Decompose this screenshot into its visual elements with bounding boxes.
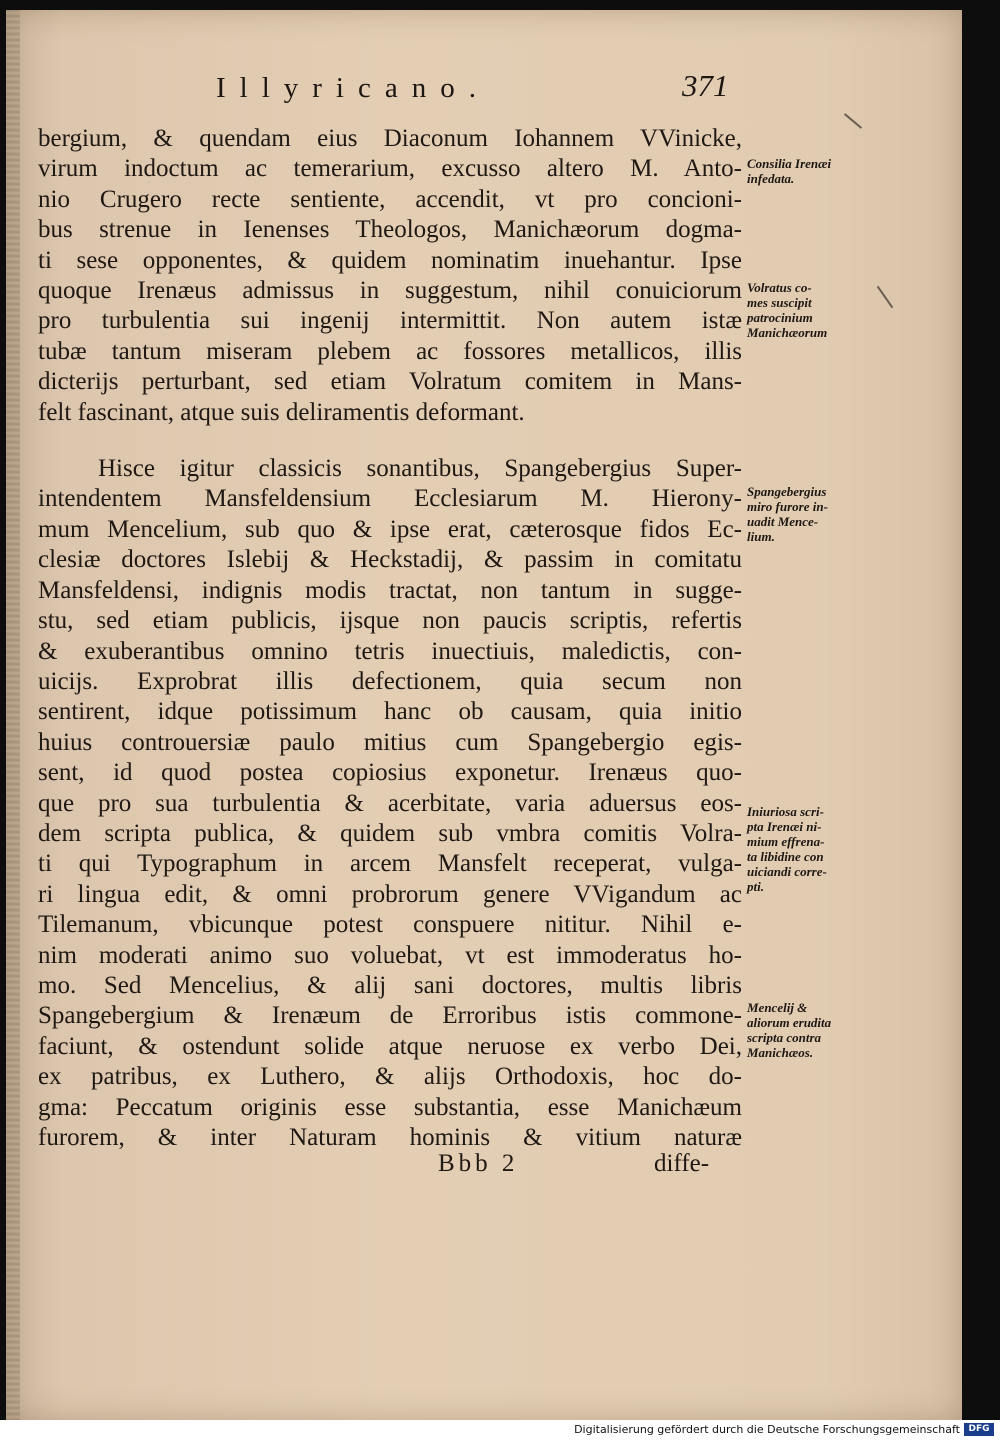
text-line: mo. Sed Mencelius, & alij sani doctores, multis libris <box>38 971 742 999</box>
text-line: Mansfeldensi, indignis modis tractat, non tantum in sugge- <box>38 576 742 604</box>
text-line: uicijs. Exprobrat illis defectionem, quia secum non <box>38 667 742 695</box>
marginal-note-line: lium. <box>747 529 775 544</box>
footer-bar <box>0 1420 1000 1440</box>
marginal-note-line: infedata. <box>747 171 795 186</box>
page-edge <box>6 10 20 1420</box>
marginal-note-line: pti. <box>747 879 764 894</box>
marginal-note-line: Consilia Irenæi <box>747 156 832 171</box>
text-line: Tilemanum, vbicunque potest conspuere nititur. Nihil e- <box>38 911 742 939</box>
text-line: nio Crugero recte sentiente, accendit, vt pro concioni- <box>38 185 742 213</box>
text-line: & exuberantibus omnino tetris inuectiuis, maledictis, con- <box>38 637 742 665</box>
text-line: stu, sed etiam publicis, ijsque non paucis scriptis, refertis <box>38 607 742 635</box>
marginal-note-line: uiciandi corre- <box>747 864 827 879</box>
text-line: ex patribus, ex Luthero, & alijs Orthodoxis, hoc do- <box>38 1063 742 1091</box>
text-line: nim moderati animo suo voluebat, vt est immoderatus ho- <box>38 941 742 969</box>
text-line: tubæ tantum miseram plebem ac fossores metallicos, illis <box>38 337 742 365</box>
text-line: Hisce igitur classicis sonantibus, Spangebergius Super- <box>98 455 742 483</box>
marginal-note-line: uadit Mence- <box>747 514 819 529</box>
marginal-note-line: Iniuriosa scri- <box>747 804 824 819</box>
text-line: ri lingua edit, & omni probrorum genere VVigandum ac <box>38 880 742 908</box>
text-line: gma: Peccatum originis esse substantia, esse Manichæum <box>38 1093 742 1121</box>
text-line: clesiæ doctores Islebij & Heckstadij, & passim in comitatu <box>38 546 742 574</box>
marginal-note-line: patrocinium <box>747 310 813 325</box>
marginal-note-line: Mencelij & <box>747 1000 808 1015</box>
marginal-note-line: Manichæorum <box>747 325 828 340</box>
marginal-note-line: Volratus co- <box>747 280 812 295</box>
marginal-note-line: pta Irenæi ni- <box>747 819 822 834</box>
text-line: dem scripta publica, & quidem sub vmbra comitis Volra- <box>38 819 742 847</box>
text-line: pro turbulentia sui ingenij intermittit. Non autem istæ <box>38 307 742 335</box>
text-line: bus strenue in Ienenses Theologos, Manichæorum dogma- <box>38 216 742 244</box>
funding-credit: Digitalisierung gefördert durch die Deutsche Forschungsgemeinschaft <box>574 1423 960 1436</box>
marginal-note-line: mium effrena- <box>747 834 825 849</box>
text-line: mum Mencelium, sub quo & ipse erat, cæterosque fidos Ec- <box>38 515 742 543</box>
marginal-note-line: miro furore in- <box>747 499 828 514</box>
text-line: virum indoctum ac temerarium, excusso altero M. Anto- <box>38 155 742 183</box>
text-line: faciunt, & ostendunt solide atque neruose ex verbo Dei, <box>38 1032 742 1060</box>
text-line: sentirent, idque potissimum hanc ob causam, quia initio <box>38 698 742 726</box>
paragraph-gap <box>38 428 742 454</box>
marginal-note <box>747 1000 877 1060</box>
marginal-note-line: mes suscipit <box>747 295 812 310</box>
text-line: furorem, & inter Naturam hominis & vitium naturæ <box>38 1124 742 1151</box>
text-line: huius controuersiæ paulo mitius cum Spangebergio egis- <box>38 728 742 756</box>
dfg-logo-icon: DFG <box>964 1423 994 1436</box>
text-line: intendentem Mansfeldensium Ecclesiarum M. Hierony- <box>38 485 742 513</box>
text-line: felt fascinant, atque suis deliramentis deformant. <box>38 398 525 426</box>
text-line: Spangebergium & Irenæum de Erroribus istis commone- <box>38 1002 742 1030</box>
marginal-note <box>747 484 877 544</box>
text-line: quoque Irenæus admissus in suggestum, nihil conuiciorum <box>38 277 742 305</box>
marginal-note-line: Manichæos. <box>747 1045 814 1060</box>
marginal-note-line: Spangebergius <box>747 484 827 499</box>
text-line: dicterijs perturbant, sed etiam Volratum comitem in Mans- <box>38 368 742 396</box>
marginal-note-line: scripta contra <box>747 1030 822 1045</box>
text-line: ti qui Typographum in arcem Mansfelt receperat, vulga- <box>38 850 742 878</box>
text-line: bergium, & quendam eius Diaconum Iohannem VVinicke, <box>38 125 742 152</box>
catchword: diffe- <box>654 1150 710 1177</box>
marginal-note <box>747 280 877 340</box>
marginal-note <box>747 156 877 186</box>
text-line: sent, id quod postea copiosius exponetur. Irenæus quo- <box>38 759 742 787</box>
text-line: ti sese opponentes, & quidem nominatim inuehantur. Ipse <box>38 246 742 274</box>
marginal-note-line: aliorum erudita <box>747 1015 832 1030</box>
marginal-note-line: ta libidine con <box>747 849 824 864</box>
body-text <box>38 124 742 1153</box>
signature-mark: Bbb 2 <box>438 1150 519 1177</box>
text-line: que pro sua turbulentia & acerbitate, varia aduersus eos- <box>38 789 742 817</box>
running-head: Illyricano. <box>216 72 490 104</box>
marginal-note <box>747 804 877 894</box>
page-number: 371 <box>682 68 729 103</box>
